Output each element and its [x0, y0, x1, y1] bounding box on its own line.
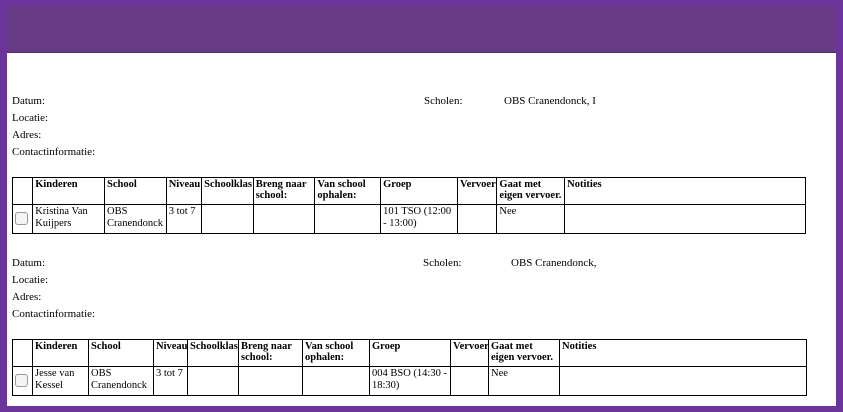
child-section-2: [12, 257, 832, 391]
table-header-row: [13, 178, 806, 205]
header-breng: Breng naar school:: [239, 340, 303, 367]
header-notities: Notities: [560, 340, 807, 367]
header-school: School: [105, 178, 167, 205]
info-block: [12, 95, 832, 173]
contact-label: Contactinformatie:: [12, 146, 96, 158]
school-cell: OBS Cranendonck: [89, 367, 154, 396]
adres-label: Adres:: [12, 129, 42, 141]
header-vervoer: Vervoer: [457, 178, 496, 205]
header-schoolklas: Schoolklas: [202, 178, 254, 205]
schoolklas-cell: [202, 205, 254, 234]
header-niveau: Niveau: [154, 340, 188, 367]
header-niveau: Niveau: [166, 178, 201, 205]
table-row: [13, 205, 806, 234]
children-table: [12, 339, 807, 396]
header-groep: Groep: [370, 340, 451, 367]
groep-cell: 101 TSO (12:00 - 13:00): [381, 205, 458, 234]
kinderen-cell: Kristina Van Kuijpers: [33, 205, 105, 234]
header-notities: Notities: [565, 178, 806, 205]
locatie-label: Locatie:: [12, 274, 49, 286]
header-vervoer: Vervoer: [451, 340, 489, 367]
scholen-label: Scholen:: [424, 95, 463, 107]
scholen-label: Scholen:: [423, 257, 462, 269]
eigen-vervoer-cell: Nee: [489, 367, 560, 396]
header-ophalen: Van school ophalen:: [315, 178, 381, 205]
header-kinderen: Kinderen: [33, 178, 105, 205]
groep-cell: 004 BSO (14:30 - 18:30): [370, 367, 451, 396]
header-school: School: [89, 340, 154, 367]
page-content: [7, 6, 836, 406]
header-eigen-vervoer: Gaat met eigen vervoer.: [489, 340, 560, 367]
schoolklas-cell: [188, 367, 239, 396]
child-section-1: [12, 95, 832, 229]
header-groep: Groep: [381, 178, 458, 205]
datum-label: Datum:: [12, 95, 45, 107]
contact-label: Contactinformatie:: [12, 308, 96, 320]
adres-label: Adres:: [12, 291, 42, 303]
row-checkbox[interactable]: [15, 212, 28, 225]
niveau-cell: 3 tot 7: [154, 367, 188, 396]
ophalen-cell: [303, 367, 370, 396]
notities-cell: [565, 205, 806, 234]
row-select-cell: [13, 205, 33, 234]
kinderen-cell: Jesse van Kessel: [33, 367, 89, 396]
vervoer-cell: [457, 205, 496, 234]
locatie-label: Locatie:: [12, 112, 49, 124]
row-select-cell: [13, 367, 33, 396]
breng-cell: [253, 205, 315, 234]
header-select: [13, 178, 33, 205]
breng-cell: [239, 367, 303, 396]
header-kinderen: Kinderen: [33, 340, 89, 367]
table-row: [13, 367, 807, 396]
info-block: [12, 257, 832, 335]
row-checkbox[interactable]: [15, 374, 28, 387]
table-header-row: [13, 340, 807, 367]
datum-label: Datum:: [12, 257, 45, 269]
notities-cell: [560, 367, 807, 396]
eigen-vervoer-cell: Nee: [497, 205, 565, 234]
scholen-value: OBS Cranendonck,: [511, 257, 597, 269]
ophalen-cell: [315, 205, 381, 234]
header-ophalen: Van school ophalen:: [303, 340, 370, 367]
school-cell: OBS Cranendonck: [105, 205, 167, 234]
niveau-cell: 3 tot 7: [166, 205, 201, 234]
header-select: [13, 340, 33, 367]
header-bar: [7, 6, 836, 53]
vervoer-cell: [451, 367, 489, 396]
scholen-value: OBS Cranendonck, I: [504, 95, 596, 107]
children-table: [12, 177, 806, 234]
header-breng: Breng naar school:: [253, 178, 315, 205]
header-eigen-vervoer: Gaat met eigen vervoer.: [497, 178, 565, 205]
header-schoolklas: Schoolklas: [188, 340, 239, 367]
